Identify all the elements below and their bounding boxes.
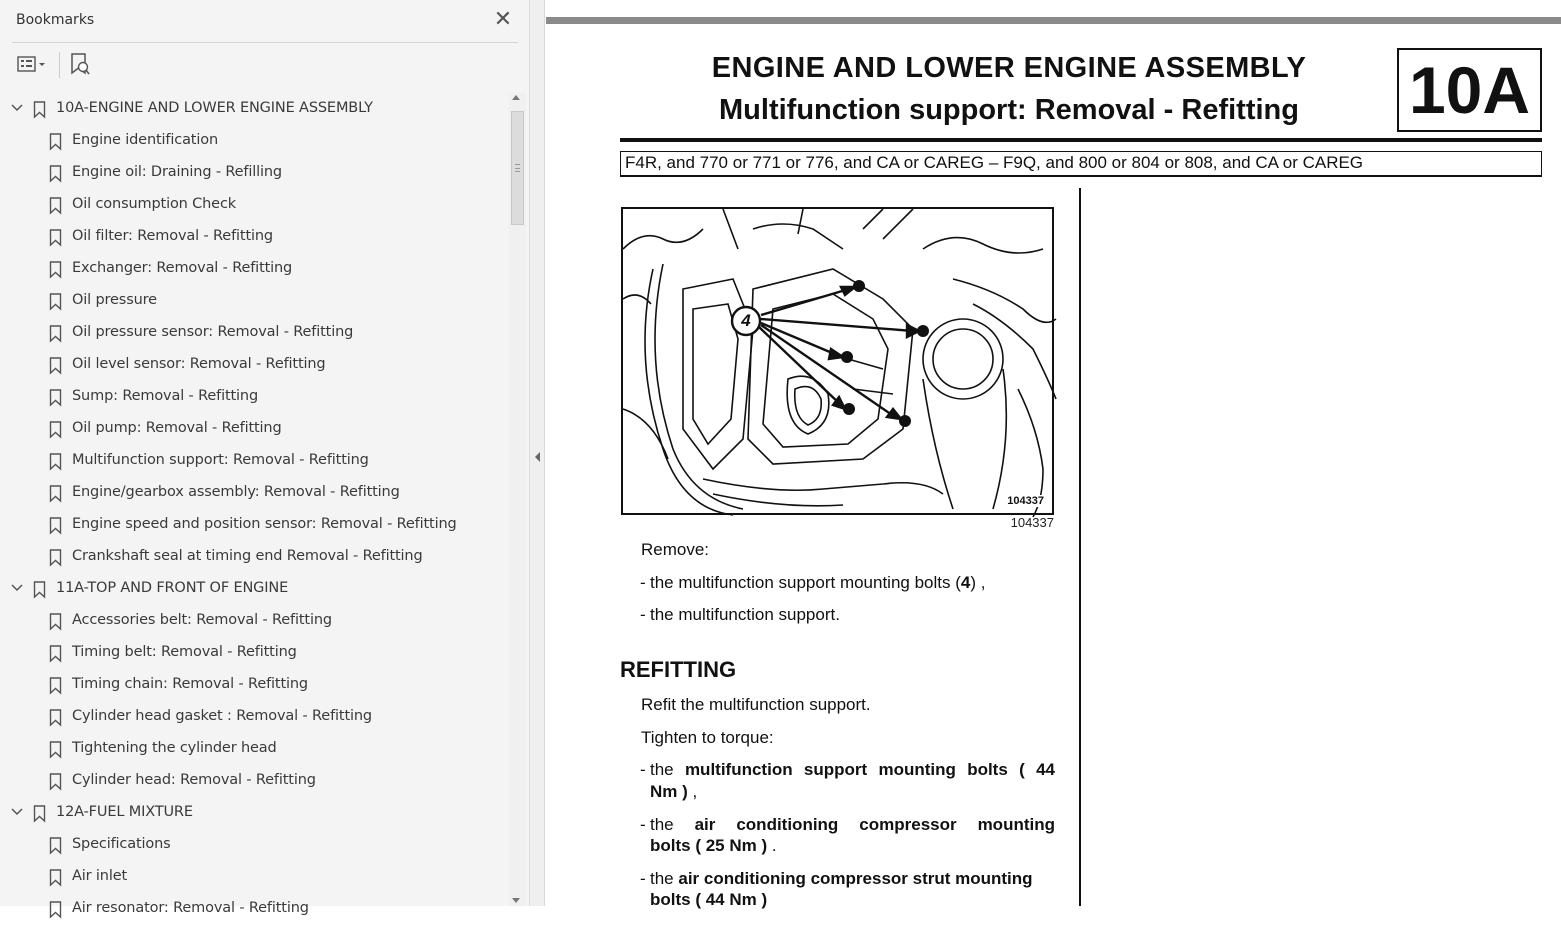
- bookmark-icon: [49, 421, 62, 438]
- bookmark-icon: [49, 677, 62, 694]
- torque-item-3: the air conditioning compressor strut mounting: [650, 869, 1033, 888]
- bookmark-item[interactable]: [0, 541, 500, 573]
- bookmark-item[interactable]: [0, 893, 500, 925]
- bookmark-label: 11A-TOP AND FRONT OF ENGINE: [56, 580, 289, 596]
- collapse-panel-arrow-icon[interactable]: [535, 452, 540, 462]
- chevron-down-icon[interactable]: [10, 581, 24, 595]
- vertical-scrollbar[interactable]: [509, 93, 526, 906]
- engine-illustration: [621, 207, 1054, 515]
- column-divider: [1079, 188, 1081, 906]
- figure-caption: 104337: [1010, 515, 1054, 530]
- bookmark-label: 12A-FUEL MIXTURE: [56, 804, 193, 820]
- bookmark-label: Crankshaft seal at timing end Removal - Refitting: [72, 548, 423, 564]
- figure-callout-4: 4: [741, 311, 751, 330]
- bookmark-icon: [49, 165, 62, 182]
- list-dash: -: [640, 869, 646, 888]
- applicability-box: F4R, and 770 or 771 or 776, and CA or CAREG – F9Q, and 800 or 804 or 808, and CA or CAREG: [620, 151, 1542, 177]
- panel-splitter[interactable]: [530, 0, 545, 906]
- remove-item-1: the multifunction support mounting bolts (4) ,: [650, 573, 986, 592]
- bookmark-label: Accessories belt: Removal - Refitting: [72, 612, 332, 628]
- torque-item-1-line2: Nm ) ,: [650, 782, 698, 801]
- bookmark-label: Specifications: [72, 836, 171, 852]
- bookmark-icon: [49, 485, 62, 502]
- bookmark-item[interactable]: [0, 445, 500, 477]
- bookmark-icon: [49, 773, 62, 790]
- bookmark-label: Timing belt: Removal - Refitting: [72, 644, 297, 660]
- bookmark-icon: [49, 389, 62, 406]
- bookmark-label: Oil level sensor: Removal - Refitting: [72, 356, 326, 372]
- bookmarks-panel: [0, 0, 530, 916]
- document-page: [546, 0, 1561, 909]
- bookmark-label: Oil consumption Check: [72, 196, 237, 212]
- bookmark-label: Engine speed and position sensor: Removal - Refitting: [72, 516, 457, 532]
- bookmark-item[interactable]: [0, 221, 500, 253]
- bookmark-icon: [49, 741, 62, 758]
- bookmark-item[interactable]: [0, 253, 500, 285]
- remove-item-2: the multifunction support.: [650, 605, 840, 624]
- bookmark-label: Cylinder head: Removal - Refitting: [72, 772, 316, 788]
- bookmark-icon: [49, 901, 62, 918]
- new-bookmark-icon[interactable]: [68, 52, 90, 76]
- bookmark-label: Engine identification: [72, 132, 218, 148]
- panel-divider: [12, 42, 518, 43]
- scroll-thumb[interactable]: [511, 111, 524, 225]
- bookmark-label: Oil filter: Removal - Refitting: [72, 228, 273, 244]
- bookmark-label: Engine oil: Draining - Refilling: [72, 164, 282, 180]
- bookmark-label: Oil pump: Removal - Refitting: [72, 420, 282, 436]
- bookmark-item[interactable]: [0, 349, 500, 381]
- bookmark-item[interactable]: [0, 637, 500, 669]
- toolbar-divider: [59, 52, 60, 78]
- bookmark-icon: [33, 581, 46, 598]
- bookmark-icon: [49, 709, 62, 726]
- bookmark-section[interactable]: [0, 797, 500, 829]
- bookmark-item[interactable]: [0, 157, 500, 189]
- chevron-down-icon[interactable]: [10, 805, 24, 819]
- list-dash: -: [640, 760, 646, 779]
- bookmark-item[interactable]: [0, 733, 500, 765]
- bookmark-icon: [49, 357, 62, 374]
- list-dash: -: [640, 815, 646, 834]
- bookmark-icon: [33, 805, 46, 822]
- remove-heading: Remove:: [641, 540, 710, 559]
- refitting-heading: REFITTING: [620, 657, 737, 682]
- bookmark-label: Exchanger: Removal - Refitting: [72, 260, 293, 276]
- bookmark-icon: [49, 325, 62, 342]
- bookmark-icon: [49, 197, 62, 214]
- bookmark-label: Timing chain: Removal - Refitting: [72, 676, 308, 692]
- bookmark-label: Multifunction support: Removal - Refitting: [72, 452, 369, 468]
- document-subtitle: Multifunction support: Removal - Refitting: [719, 94, 1299, 126]
- bookmark-icon: [49, 293, 62, 310]
- page-top-rule: [546, 17, 1561, 24]
- bookmark-icon: [33, 101, 46, 118]
- bookmark-icon: [49, 837, 62, 854]
- bookmark-item[interactable]: [0, 509, 500, 541]
- refit-line-2: Tighten to torque:: [641, 728, 774, 747]
- bookmark-label: 10A-ENGINE AND LOWER ENGINE ASSEMBLY: [56, 100, 373, 116]
- scroll-down-arrow-icon[interactable]: [512, 898, 520, 903]
- document-title: ENGINE AND LOWER ENGINE ASSEMBLY: [711, 52, 1307, 84]
- bookmark-item[interactable]: [0, 125, 500, 157]
- bookmark-icon: [49, 645, 62, 662]
- bookmark-label: Cylinder head gasket : Removal - Refitting: [72, 708, 372, 724]
- list-dash: -: [640, 605, 646, 624]
- torque-item-2-line2: bolts ( 25 Nm ) .: [650, 836, 777, 855]
- panel-title: Bookmarks: [16, 12, 95, 28]
- grip-icon: [515, 164, 520, 172]
- bookmark-label: Air inlet: [72, 868, 128, 884]
- section-code-box: 10A: [1397, 48, 1542, 132]
- bookmark-icon: [49, 517, 62, 534]
- bookmark-item[interactable]: [0, 669, 500, 701]
- bookmark-section[interactable]: [0, 573, 500, 605]
- figure-inner-label: 104337: [1007, 495, 1044, 507]
- bookmark-tree: [0, 93, 508, 916]
- bookmark-icon: [49, 549, 62, 566]
- chevron-down-icon[interactable]: [10, 101, 24, 115]
- bookmark-icon: [49, 869, 62, 886]
- bookmark-icon: [49, 613, 62, 630]
- bookmark-item[interactable]: [0, 317, 500, 349]
- bookmark-section[interactable]: [0, 93, 500, 125]
- bookmark-item[interactable]: [0, 477, 500, 509]
- scroll-up-arrow-icon[interactable]: [512, 95, 520, 100]
- bookmark-icon: [49, 453, 62, 470]
- close-icon[interactable]: ✕: [493, 7, 513, 32]
- bookmark-item[interactable]: [0, 413, 500, 445]
- bookmark-item[interactable]: [0, 861, 500, 893]
- torque-item-1: the multifunction support mounting bolts ( 44: [650, 760, 1055, 779]
- torque-item-2: the air conditioning compressor mounting: [650, 815, 1055, 834]
- bookmark-label: Oil pressure: [72, 292, 157, 308]
- bookmark-label: Oil pressure sensor: Removal - Refitting: [72, 324, 354, 340]
- bookmark-item[interactable]: [0, 605, 500, 637]
- refit-line-1: Refit the multifunction support.: [641, 695, 871, 714]
- bookmark-item[interactable]: [0, 701, 500, 733]
- bookmark-item[interactable]: [0, 381, 500, 413]
- bookmark-label: Engine/gearbox assembly: Removal - Refitting: [72, 484, 400, 500]
- list-options-icon[interactable]: [16, 54, 48, 76]
- bookmark-item[interactable]: [0, 285, 500, 317]
- bookmark-icon: [49, 229, 62, 246]
- bookmark-item[interactable]: [0, 765, 500, 797]
- torque-item-3-line2: bolts ( 44 Nm ): [650, 890, 768, 909]
- bookmark-item[interactable]: [0, 829, 500, 861]
- bookmark-label: Air resonator: Removal - Refitting: [72, 900, 309, 916]
- list-dash: -: [640, 573, 646, 592]
- title-rule: [620, 138, 1542, 142]
- bookmark-icon: [49, 261, 62, 278]
- bookmark-item[interactable]: [0, 189, 500, 221]
- bookmark-label: Tightening the cylinder head: [72, 740, 277, 756]
- bookmark-label: Sump: Removal - Refitting: [72, 388, 259, 404]
- bookmark-icon: [49, 133, 62, 150]
